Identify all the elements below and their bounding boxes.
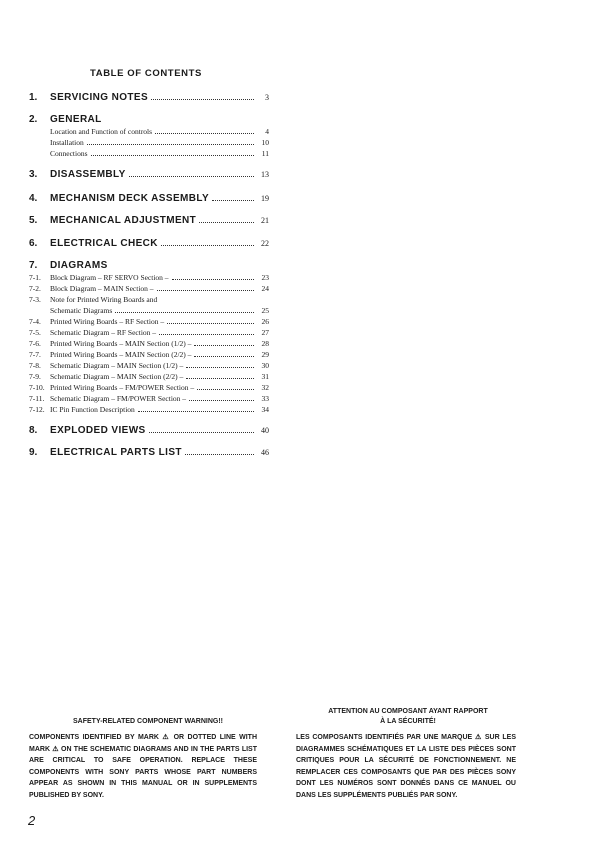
item-number: 7-11. xyxy=(29,394,45,403)
page-ref: 11 xyxy=(261,149,269,158)
page-ref: 32 xyxy=(261,383,269,392)
toc-section-electrical-parts-list[interactable] xyxy=(29,447,269,461)
item-title: Schematic Diagram – RF Section – xyxy=(50,328,157,337)
item-number: 7-9. xyxy=(29,372,41,381)
toc-section-general[interactable] xyxy=(29,114,269,128)
item-title: Block Diagram – RF SERVO Section – xyxy=(50,273,169,282)
page-ref: 10 xyxy=(261,138,269,147)
toc-section-diagrams[interactable] xyxy=(29,260,269,274)
toc-item-7-3[interactable] xyxy=(29,295,269,305)
item-number: 7-2. xyxy=(29,284,41,293)
toc-item-7-1[interactable] xyxy=(29,273,269,283)
section-title: MECHANISM DECK ASSEMBLY xyxy=(50,193,210,204)
toc-item-7-6[interactable] xyxy=(29,339,269,349)
page-ref: 27 xyxy=(261,328,269,337)
page-ref: 3 xyxy=(265,93,269,102)
item-title: Location and Function of controls xyxy=(50,127,153,136)
item-title: Printed Wiring Boards – MAIN Section (2/2) – xyxy=(50,350,192,359)
section-title: MECHANICAL ADJUSTMENT xyxy=(50,215,197,226)
page-ref: 29 xyxy=(261,350,269,359)
safety-warning-body-en: COMPONENTS IDENTIFIED BY MARK ⚠ OR DOTTED LINE WITH MARK ⚠ ON THE SCHEMATIC DIAGRAMS AND IN THE PARTS LIST ARE CRITICAL TO SAFE OPERATION. REPLACE THESE COMPONENTS WITH SONY PARTS WHOSE PART NUMBERS APPEAR AS SHOWN IN THIS MANUAL OR IN SUPPLEMENTS PUBLISHED BY SONY. xyxy=(29,734,257,799)
page-ref: 4 xyxy=(265,127,269,136)
page-ref: 21 xyxy=(261,216,269,225)
section-number: 8. xyxy=(29,425,38,436)
page-number: 2 xyxy=(28,813,36,828)
toc-item-7-4[interactable] xyxy=(29,317,269,327)
section-number: 5. xyxy=(29,215,38,226)
section-number: 9. xyxy=(29,447,38,458)
item-number: 7-6. xyxy=(29,339,41,348)
toc-section-electrical-check[interactable] xyxy=(29,238,269,252)
page-ref: 13 xyxy=(261,170,269,179)
safety-warning-title-en: SAFETY-RELATED COMPONENT WARNING!! xyxy=(73,718,223,725)
page-ref: 26 xyxy=(261,317,269,326)
toc-section-mechanical-adjustment[interactable] xyxy=(29,215,269,229)
toc-item-7-7[interactable] xyxy=(29,350,269,360)
item-number: 7-5. xyxy=(29,328,41,337)
toc-item-location-controls[interactable] xyxy=(29,127,269,137)
page-ref: 34 xyxy=(261,405,269,414)
item-title: Printed Wiring Boards – MAIN Section (1/2) – xyxy=(50,339,192,348)
item-title: Note for Printed Wiring Boards and xyxy=(50,295,158,304)
toc-item-installation[interactable] xyxy=(29,138,269,148)
toc-item-7-2[interactable] xyxy=(29,284,269,294)
item-title: Printed Wiring Boards – RF Section – xyxy=(50,317,165,326)
section-number: 6. xyxy=(29,238,38,249)
page-ref: 22 xyxy=(261,239,269,248)
item-title: Schematic Diagram – FM/POWER Section – xyxy=(50,394,187,403)
toc-item-7-11[interactable] xyxy=(29,394,269,404)
toc-section-mechanism-deck[interactable] xyxy=(29,193,269,207)
page-ref: 19 xyxy=(261,194,269,203)
item-title: Schematic Diagram – MAIN Section (1/2) – xyxy=(50,361,184,370)
toc-item-7-12[interactable] xyxy=(29,405,269,415)
section-title: DISASSEMBLY xyxy=(50,169,126,180)
section-title: ELECTRICAL CHECK xyxy=(50,238,158,249)
toc-section-exploded-views[interactable] xyxy=(29,425,269,439)
toc-item-7-3-cont[interactable] xyxy=(29,306,269,316)
toc-section-servicing-notes[interactable] xyxy=(29,92,269,106)
item-number: 7-7. xyxy=(29,350,41,359)
section-number: 2. xyxy=(29,114,38,125)
section-number: 7. xyxy=(29,260,38,271)
page-ref: 28 xyxy=(261,339,269,348)
safety-warning-title-fr-line1: ATTENTION AU COMPOSANT AYANT RAPPORT xyxy=(328,708,488,715)
page-ref: 24 xyxy=(261,284,269,293)
toc-item-7-5[interactable] xyxy=(29,328,269,338)
section-title: SERVICING NOTES xyxy=(50,92,149,103)
page-ref: 25 xyxy=(261,306,269,315)
page-ref: 33 xyxy=(261,394,269,403)
section-title: DIAGRAMS xyxy=(50,260,108,271)
item-title: Printed Wiring Boards – FM/POWER Section – xyxy=(50,383,195,392)
page-ref: 31 xyxy=(261,372,269,381)
page-ref: 30 xyxy=(261,361,269,370)
item-number: 7-8. xyxy=(29,361,41,370)
item-number: 7-4. xyxy=(29,317,41,326)
toc-item-7-9[interactable] xyxy=(29,372,269,382)
toc-section-disassembly[interactable] xyxy=(29,169,269,183)
toc-item-connections[interactable] xyxy=(29,149,269,159)
item-title: Block Diagram – MAIN Section – xyxy=(50,284,154,293)
item-title: Installation xyxy=(50,138,84,147)
section-title: ELECTRICAL PARTS LIST xyxy=(50,447,182,458)
item-title: Connections xyxy=(50,149,88,158)
item-title: Schematic Diagrams xyxy=(50,306,113,315)
section-number: 4. xyxy=(29,193,38,204)
page-ref: 46 xyxy=(261,448,269,457)
item-title: Schematic Diagram – MAIN Section (2/2) – xyxy=(50,372,184,381)
toc-item-7-8[interactable] xyxy=(29,361,269,371)
toc-item-7-10[interactable] xyxy=(29,383,269,393)
item-number: 7-1. xyxy=(29,273,41,282)
safety-warning-title-fr-line2: À LA SÉCURITÉ! xyxy=(380,718,436,725)
section-title: EXPLODED VIEWS xyxy=(50,425,146,436)
toc-heading: TABLE OF CONTENTS xyxy=(90,68,202,79)
item-title: IC Pin Function Description xyxy=(50,405,135,414)
item-number: 7-10. xyxy=(29,383,45,392)
page-ref: 23 xyxy=(261,273,269,282)
section-title: GENERAL xyxy=(50,114,102,125)
safety-warning-body-fr: LES COMPOSANTS IDENTIFIÉS PAR UNE MARQUE ⚠ SUR LES DIAGRAMMES SCHÉMATIQUES ET LA LISTE DES PIÈCES SONT CRITIQUES POUR LA SÉCURITÉ DE FONCTIONNEMENT. NE REMPLACER CES COMPOSANTS QUE PAR DES PIÈCES SONY DONT LES NUMÉROS SONT DONNÉS DANS CE MANUEL OU DANS LES SUPPLÉMENTS PUBLIÉS PAR SONY. xyxy=(296,734,516,799)
item-number: 7-3. xyxy=(29,295,41,304)
section-number: 3. xyxy=(29,169,38,180)
page-ref: 40 xyxy=(261,426,269,435)
item-number: 7-12. xyxy=(29,405,45,414)
section-number: 1. xyxy=(29,92,38,103)
